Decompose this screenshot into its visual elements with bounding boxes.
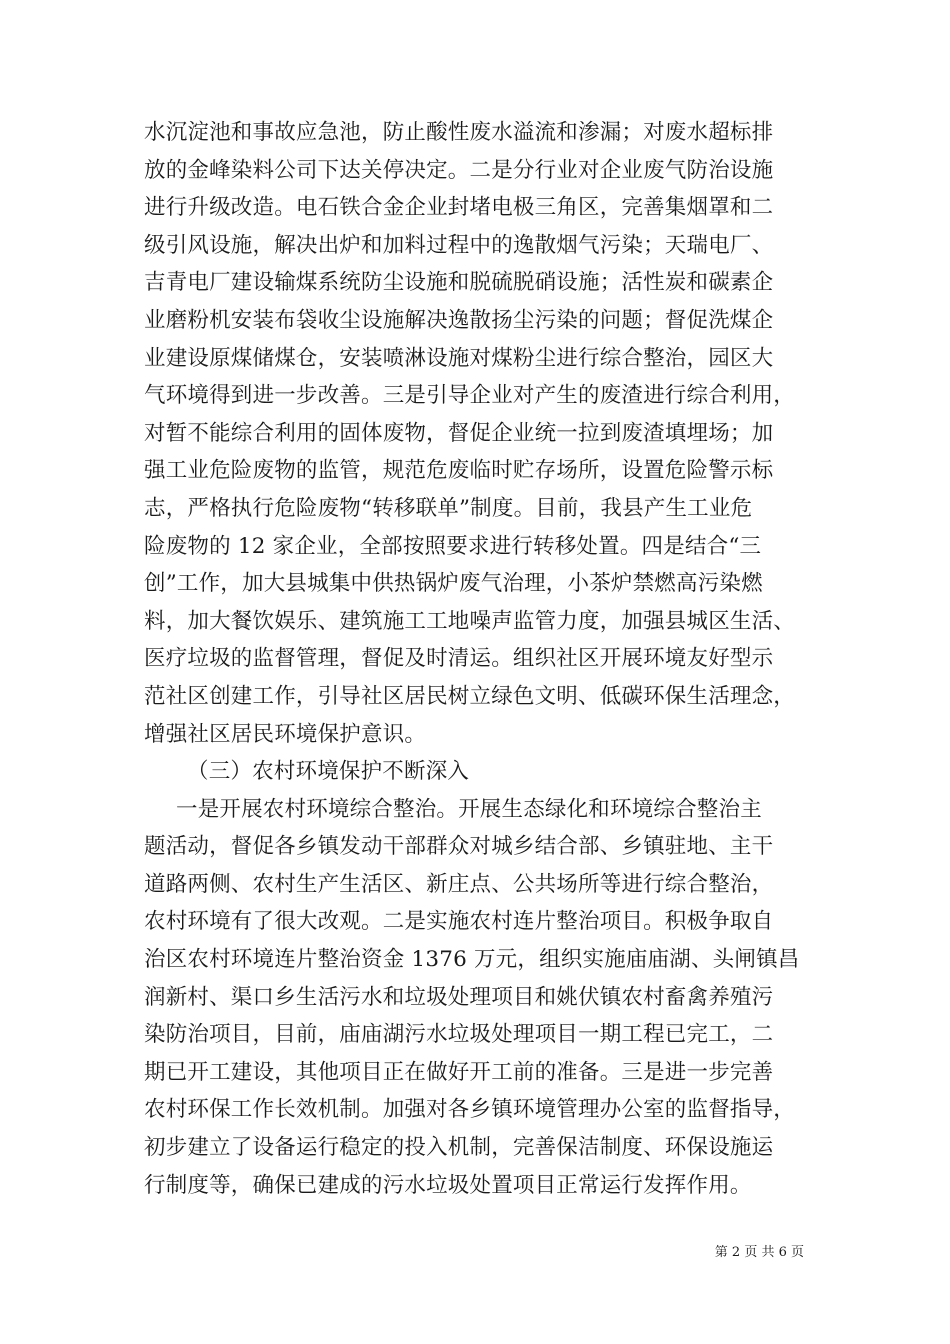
paragraph-line: 润新村、渠口乡生活污水和垃圾处理项目和姚伏镇农村畜禽养殖污 <box>144 984 774 1010</box>
page-number: 第 2 页 共 6 页 <box>714 1245 804 1260</box>
paragraph-line: 业磨粉机安装布袋收尘设施解决逸散扬尘污染的问题；督促洗煤企 <box>144 307 774 333</box>
paragraph-line: 染防治项目，目前，庙庙湖污水垃圾处理项目一期工程已完工，二 <box>144 1022 774 1048</box>
paragraph-line: 增强社区居民环境保护意识。 <box>144 721 427 747</box>
paragraph-line: 放的金峰染料公司下达关停决定。二是分行业对企业废气防治设施 <box>144 157 774 183</box>
paragraph-line: 志，严格执行危险废物“转移联单”制度。目前，我县产生工业危 <box>144 495 753 521</box>
paragraph-line: 农村环境有了很大改观。二是实施农村连片整治项目。积极争取自 <box>144 909 774 935</box>
paragraph-line: 农村环保工作长效机制。加强对各乡镇环境管理办公室的监督指导， <box>144 1097 796 1123</box>
paragraph-line: 强工业危险废物的监管，规范危废临时贮存场所，设置危险警示标 <box>144 458 774 484</box>
paragraph-line: 进行升级改造。电石铁合金企业封堵电极三角区，完善集烟罩和二 <box>144 195 774 221</box>
paragraph-line: 行制度等，确保已建成的污水垃圾处置项目正常运行发挥作用。 <box>144 1172 752 1198</box>
paragraph-line: 道路两侧、农村生产生活区、新庄点、公共场所等进行综合整治， <box>144 871 774 897</box>
paragraph-line: 创”工作，加大县城集中供热锅炉废气治理，小茶炉禁燃高污染燃 <box>144 571 763 597</box>
paragraph-line: 医疗垃圾的监督管理，督促及时清运。组织社区开展环境友好型示 <box>144 646 774 672</box>
paragraph-line: 险废物的 12 家企业，全部按照要求进行转移处置。四是结合“三 <box>144 533 762 559</box>
section-heading: （三）农村环境保护不断深入 <box>187 759 470 785</box>
paragraph-line: 一是开展农村环境综合整治。开展生态绿化和环境综合整治主 <box>176 796 762 822</box>
paragraph-line: 范社区创建工作，引导社区居民树立绿色文明、低碳环保生活理念， <box>144 683 796 709</box>
body-text <box>144 114 834 1204</box>
paragraph-line: 气环境得到进一步改善。三是引导企业对产生的废渣进行综合利用， <box>144 383 796 409</box>
paragraph-line: 料，加大餐饮娱乐、建筑施工工地噪声监管力度，加强县城区生活、 <box>144 608 796 634</box>
paragraph-line: 治区农村环境连片整治资金 1376 万元，组织实施庙庙湖、头闸镇昌 <box>144 947 800 973</box>
paragraph-line: 对暂不能综合利用的固体废物，督促企业统一拉到废渣填埋场；加 <box>144 420 774 446</box>
paragraph-line: 初步建立了设备运行稳定的投入机制，完善保洁制度、环保设施运 <box>144 1135 774 1161</box>
paragraph-line: 题活动，督促各乡镇发动干部群众对城乡结合部、乡镇驻地、主干 <box>144 834 774 860</box>
paragraph-line: 级引风设施，解决出炉和加料过程中的逸散烟气污染；天瑞电厂、 <box>144 232 774 258</box>
paragraph-line: 吉青电厂建设输煤系统防尘设施和脱硫脱硝设施；活性炭和碳素企 <box>144 270 774 296</box>
paragraph-line: 业建设原煤储煤仓，安装喷淋设施对煤粉尘进行综合整治，园区大 <box>144 345 774 371</box>
paragraph-line: 期已开工建设，其他项目正在做好开工前的准备。三是进一步完善 <box>144 1059 774 1085</box>
paragraph-line: 水沉淀池和事故应急池，防止酸性废水溢流和渗漏；对废水超标排 <box>144 120 774 145</box>
